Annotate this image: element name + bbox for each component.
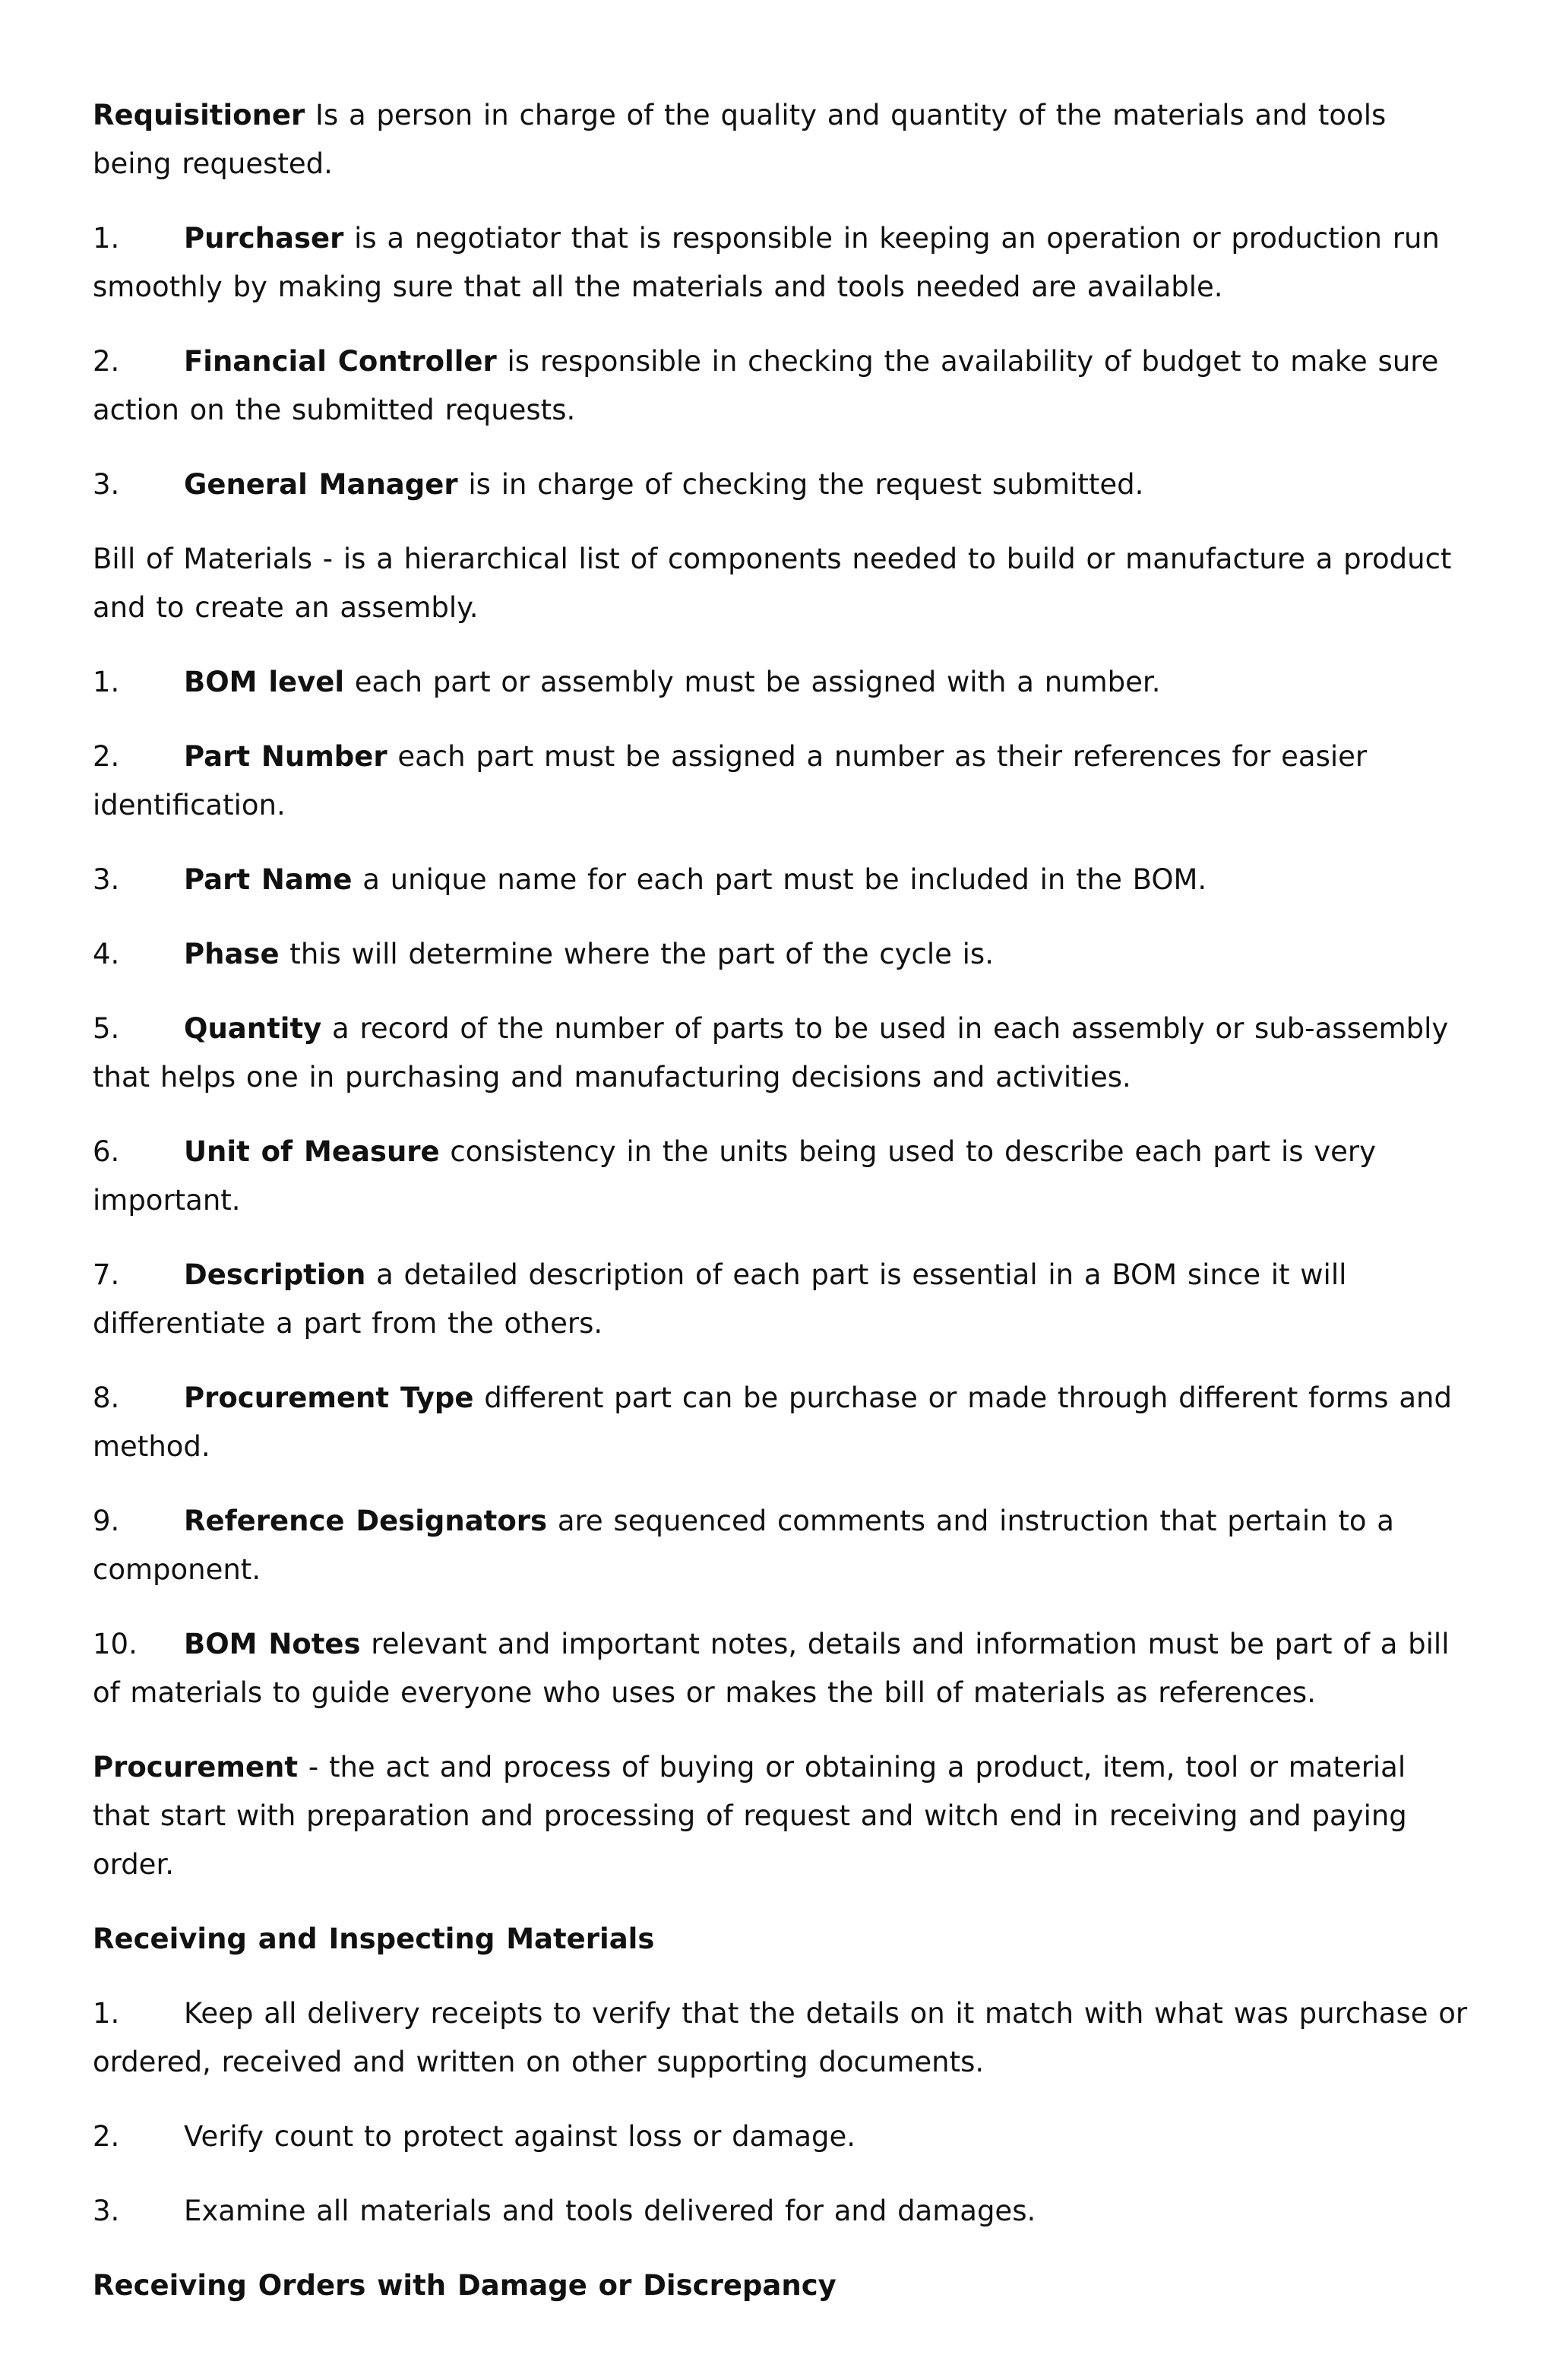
bom-item-part-number <box>93 733 1468 830</box>
item-number: 3. <box>93 863 120 896</box>
item-number: 6. <box>93 1135 120 1168</box>
bom-item-description <box>93 1251 1468 1348</box>
term-part-number: Part Number <box>184 740 387 773</box>
bom-item-level <box>93 658 1468 707</box>
procurement-paragraph <box>93 1743 1468 1889</box>
term-financial-controller: Financial Controller <box>184 345 497 378</box>
item-number: 1. <box>93 666 120 698</box>
item-number: 5. <box>93 1012 120 1045</box>
bom-item-procurement-type <box>93 1374 1468 1471</box>
item-number: 9. <box>93 1505 120 1537</box>
receiving-item-text: Examine all materials and tools delivered for and damages. <box>184 2195 1036 2227</box>
bom-item-bom-notes <box>93 1620 1468 1717</box>
receiving-item-text: Keep all delivery receipts to verify that the details on it match with what was purchase or ordered, received and written on other supporting documents. <box>93 1997 1468 2078</box>
role-item-financial-controller <box>93 337 1468 435</box>
term-part-name: Part Name <box>184 863 353 896</box>
term-description: Description <box>184 1258 366 1291</box>
item-number: 8. <box>93 1381 120 1414</box>
item-number: 2. <box>93 2120 120 2153</box>
item-number: 1. <box>93 222 120 255</box>
bom-notes-definition: relevant and important notes, details and information must be part of a bill of materials to guide everyone who uses or makes the bill of materials as references. <box>93 1628 1450 1709</box>
item-number: 2. <box>93 740 120 773</box>
receiving-item-2 <box>93 2113 1468 2161</box>
term-general-manager: General Manager <box>184 468 458 501</box>
item-number: 4. <box>93 938 120 970</box>
item-number: 3. <box>93 2195 120 2227</box>
term-purchaser: Purchaser <box>184 222 344 255</box>
bom-item-reference-designators <box>93 1497 1468 1594</box>
part-name-definition: a unique name for each part must be included in the BOM. <box>352 863 1207 896</box>
receiving-heading: Receiving and Inspecting Materials <box>93 1923 655 1955</box>
requisitioner-definition: Is a person in charge of the quality and quantity of the materials and tools being requested. <box>93 99 1387 180</box>
term-unit-of-measure: Unit of Measure <box>184 1135 440 1168</box>
receiving-item-3 <box>93 2187 1468 2236</box>
role-item-general-manager <box>93 460 1468 509</box>
procurement-definition: - the act and process of buying or obtaining a product, item, tool or material that start with preparation and processing of request and witch end in receiving and paying order. <box>93 1751 1407 1881</box>
bom-item-part-name <box>93 856 1468 904</box>
term-bom-notes: BOM Notes <box>184 1628 361 1660</box>
part-number-definition: each part must be assigned a number as their references for easier identification. <box>93 740 1368 821</box>
bom-level-definition: each part or assembly must be assigned with a number. <box>344 666 1161 698</box>
term-phase: Phase <box>184 938 280 970</box>
term-bom-level: BOM level <box>184 666 345 698</box>
bom-item-unit-of-measure <box>93 1128 1468 1225</box>
general-manager-definition: is in charge of checking the request submitted. <box>457 468 1144 501</box>
item-number: 3. <box>93 468 120 501</box>
item-number: 10. <box>93 1628 138 1660</box>
term-requisitioner: Requisitioner <box>93 99 305 131</box>
document-page <box>93 91 1468 2336</box>
purchaser-definition: is a negotiator that is responsible in keeping an operation or production run smoothly by making sure that all the materials and tools needed are available. <box>93 222 1440 303</box>
role-item-purchaser <box>93 214 1468 312</box>
damage-heading: Receiving Orders with Damage or Discrepancy <box>93 2269 837 2302</box>
bom-intro-paragraph: Bill of Materials - is a hierarchical list of components needed to build or manufacture a product and to create an assembly. <box>93 543 1452 624</box>
unit-of-measure-definition: consistency in the units being used to describe each part is very important. <box>93 1135 1377 1217</box>
item-number: 2. <box>93 345 120 378</box>
term-reference-designators: Reference Designators <box>184 1505 548 1537</box>
reference-designators-definition: are sequenced comments and instruction that pertain to a component. <box>93 1505 1394 1586</box>
term-procurement-type: Procurement Type <box>184 1381 474 1414</box>
receiving-item-1 <box>93 1989 1468 2087</box>
procurement-type-definition: different part can be purchase or made through different forms and method. <box>93 1381 1452 1463</box>
description-definition: a detailed description of each part is essential in a BOM since it will differentiate a part from the others. <box>93 1258 1347 1340</box>
item-number: 7. <box>93 1258 120 1291</box>
term-procurement: Procurement <box>93 1751 299 1783</box>
receiving-item-text: Verify count to protect against loss or damage. <box>184 2120 856 2153</box>
item-number: 1. <box>93 1997 120 2030</box>
bom-item-phase <box>93 930 1468 979</box>
requisitioner-paragraph <box>93 91 1468 188</box>
quantity-definition: a record of the number of parts to be used in each assembly or sub-assembly that helps one in purchasing and manufacturing decisions and activities. <box>93 1012 1449 1093</box>
bom-item-quantity <box>93 1005 1468 1102</box>
phase-definition: this will determine where the part of the cycle is. <box>279 938 994 970</box>
term-quantity: Quantity <box>184 1012 322 1045</box>
financial-controller-definition: is responsible in checking the availability of budget to make sure action on the submitted requests. <box>93 345 1439 426</box>
